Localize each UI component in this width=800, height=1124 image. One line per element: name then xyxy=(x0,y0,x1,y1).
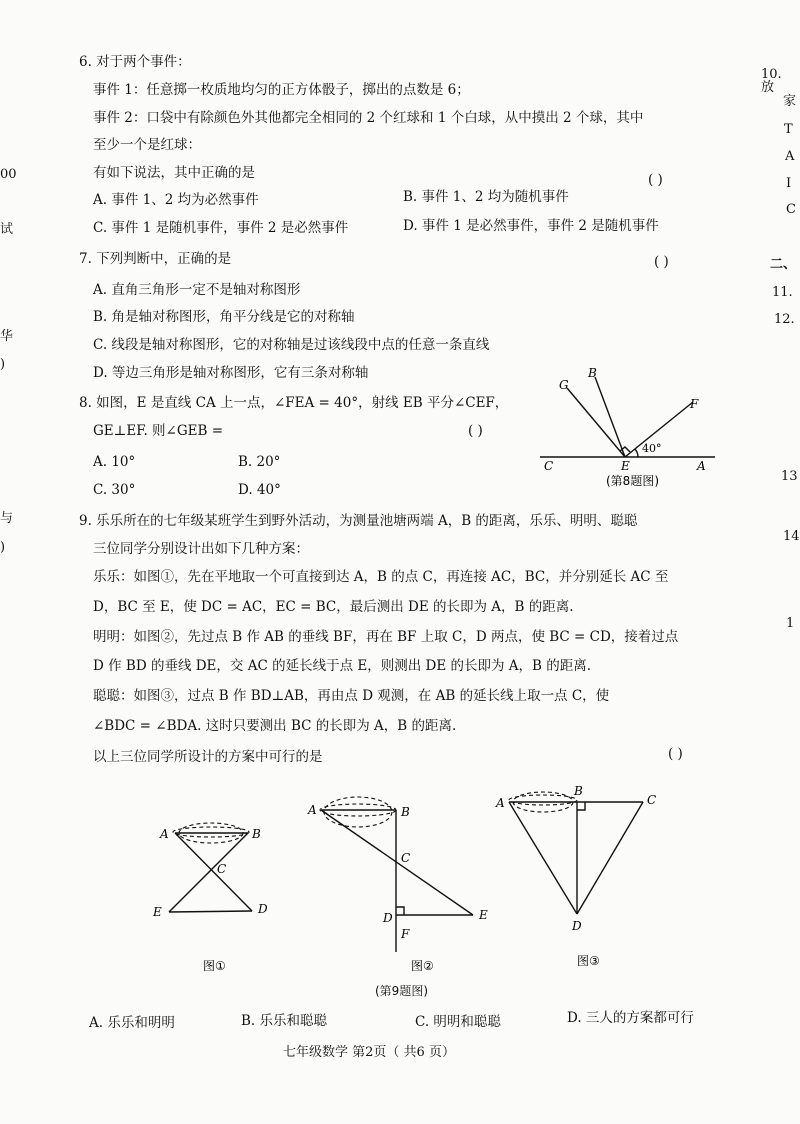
q8-label-c: C xyxy=(544,459,554,473)
q8-stem-line2: GE⊥EF. 则∠GEB = xyxy=(93,423,224,439)
q6-option-a: A. 事件 1、2 均为必然事件 xyxy=(93,192,259,208)
q8-label-e: E xyxy=(621,459,630,473)
q9-line-5: 明明：如图②，先过点 B 作 AB 的垂线 BF，再在 BF 上取 C，D 两点，使 BC = CD，接着过点 xyxy=(93,629,679,645)
fig3-label-c: C xyxy=(647,793,657,807)
fig1-label-a: A xyxy=(160,827,169,841)
fig2-label-b: B xyxy=(401,805,410,819)
page-footer: 七年级数学 第2页（ 共6 页） xyxy=(283,1045,455,1060)
right-edge-fragment: 10. 放 xyxy=(761,67,782,95)
q9-line-7: 聪聪：如图③，过点 B 作 BD⊥AB，再由点 D 观测，在 AB 的延长线上取一点 C，使 xyxy=(93,688,610,704)
q8-label-g: G xyxy=(559,378,569,392)
q7-option-d: D. 等边三角形是轴对称图形，它有三条对称轴 xyxy=(93,365,369,381)
q8-label-b: B xyxy=(588,366,597,380)
q8-label-a: A xyxy=(697,459,706,473)
q6-option-b: B. 事件 1、2 均为随机事件 xyxy=(403,189,569,205)
q9-line-3: 乐乐：如图①，先在平地取一个可直接到达 A，B 的点 C，再连接 AC，BC，并分别延长 AC 至 xyxy=(93,569,669,585)
q9-option-a: A. 乐乐和明明 xyxy=(89,1015,175,1031)
fig1-label-e: E xyxy=(153,905,162,919)
left-edge-fragment: ) xyxy=(0,540,6,555)
fig1-label-c: C xyxy=(217,862,227,876)
right-edge-fragment: 家 xyxy=(783,94,797,109)
q9-line-9: 以上三位同学所设计的方案中可行的是 xyxy=(93,749,323,765)
fig3-label-a: A xyxy=(496,796,505,810)
fig2-label-d: D xyxy=(383,911,393,925)
q9-option-d: D. 三人的方案都可行 xyxy=(567,1010,694,1026)
right-edge-fragment: 1 xyxy=(786,616,795,631)
left-edge-fragment: 00 xyxy=(0,167,17,182)
q9-line-6: D 作 BD 的垂线 DE，交 AC 的延长线于点 E，则测出 DE 的长即为 A，B 的距离. xyxy=(93,658,592,674)
fig2-label-a: A xyxy=(308,803,317,817)
fig1-caption: 图① xyxy=(203,959,226,973)
q9-line-1: 9. 乐乐所在的七年级某班学生到野外活动，为测量池塘两端 A，B 的距离，乐乐、明明、聪聪 xyxy=(79,513,638,529)
right-edge-fragment: 12. xyxy=(774,312,795,327)
right-edge-fragment: C xyxy=(786,202,796,217)
q6-event-2-cont: 至少一个是红球： xyxy=(93,137,201,153)
right-edge-fragment: 14 xyxy=(783,529,800,544)
fig2-label-f: F xyxy=(401,927,410,941)
q7-answer-paren: ( ) xyxy=(654,254,669,270)
q9-answer-paren: ( ) xyxy=(668,746,683,762)
q9-line-4: D，BC 至 E，使 DC = AC，EC = BC，最后测出 DE 的长即为 A，B 的距离. xyxy=(93,599,574,615)
fig3-caption: 图③ xyxy=(577,954,600,968)
fig1-label-d: D xyxy=(258,902,268,916)
q8-label-f: F xyxy=(690,397,699,411)
right-edge-fragment: 13 xyxy=(781,469,798,484)
q8-option-c: C. 30° xyxy=(93,482,136,498)
q6-answer-paren: ( ) xyxy=(648,172,663,188)
q8-angle-label: 40° xyxy=(642,442,662,455)
q9-line-8: ∠BDC = ∠BDA. 这时只要测出 BC 的长即为 A，B 的距离. xyxy=(93,718,457,734)
q9-figure-2 xyxy=(303,790,503,980)
fig2-label-c: C xyxy=(401,851,411,865)
q8-option-b: B. 20° xyxy=(238,454,281,470)
q9-figure-3 xyxy=(490,780,680,970)
right-edge-fragment: T xyxy=(784,122,793,137)
fig3-label-d: D xyxy=(572,919,582,933)
q8-stem-line1: 8. 如图，E 是直线 CA 上一点，∠FEA = 40°，射线 EB 平分∠CEF， xyxy=(79,395,509,411)
q9-option-b: B. 乐乐和聪聪 xyxy=(241,1013,328,1029)
q8-answer-paren: ( ) xyxy=(468,423,483,439)
q8-option-a: A. 10° xyxy=(93,454,136,470)
right-edge-fragment: A xyxy=(785,149,795,164)
fig2-label-e: E xyxy=(479,908,488,922)
right-edge-fragment: I xyxy=(786,176,792,191)
q9-figure-caption: (第9题图) xyxy=(375,984,428,998)
q6-option-c: C. 事件 1 是随机事件，事件 2 是必然事件 xyxy=(93,220,349,236)
q9-option-c: C. 明明和聪聪 xyxy=(415,1014,501,1030)
left-edge-fragment: 试 xyxy=(0,222,14,237)
q6-event-2: 事件 2：口袋中有除颜色外其他都完全相同的 2 个红球和 1 个白球，从中摸出 2 个球，其中 xyxy=(93,110,644,126)
left-edge-fragment: 与 xyxy=(0,511,14,526)
q6-option-d: D. 事件 1 是必然事件，事件 2 是随机事件 xyxy=(403,218,659,234)
q6-question: 有如下说法，其中正确的是 xyxy=(93,165,255,181)
q7-option-b: B. 角是轴对称图形，角平分线是它的对称轴 xyxy=(93,309,355,325)
right-edge-fragment: 二、 xyxy=(770,257,797,272)
q6-event-1: 事件 1：任意掷一枚质地均匀的正方体骰子，掷出的点数是 6； xyxy=(93,82,470,98)
q8-figure-caption: (第8题图) xyxy=(606,474,659,488)
q9-line-2: 三位同学分别设计出如下几种方案： xyxy=(93,541,309,557)
left-edge-fragment: 华 xyxy=(0,329,14,344)
q7-option-c: C. 线段是轴对称图形，它的对称轴是过该线段中点的任意一条直线 xyxy=(93,337,490,353)
q6-stem: 6. 对于两个事件： xyxy=(79,54,191,70)
fig2-caption: 图② xyxy=(411,959,434,973)
q7-option-a: A. 直角三角形一定不是轴对称图形 xyxy=(93,282,301,298)
left-edge-fragment: ) xyxy=(0,357,6,372)
fig1-label-b: B xyxy=(252,827,261,841)
q8-figure xyxy=(535,362,730,492)
q9-figure-1 xyxy=(145,815,285,980)
q7-stem: 7. 下列判断中，正确的是 xyxy=(79,251,232,267)
fig3-label-b: B xyxy=(574,784,583,798)
right-edge-fragment: 11. xyxy=(772,285,793,300)
q8-option-d: D. 40° xyxy=(238,482,281,498)
